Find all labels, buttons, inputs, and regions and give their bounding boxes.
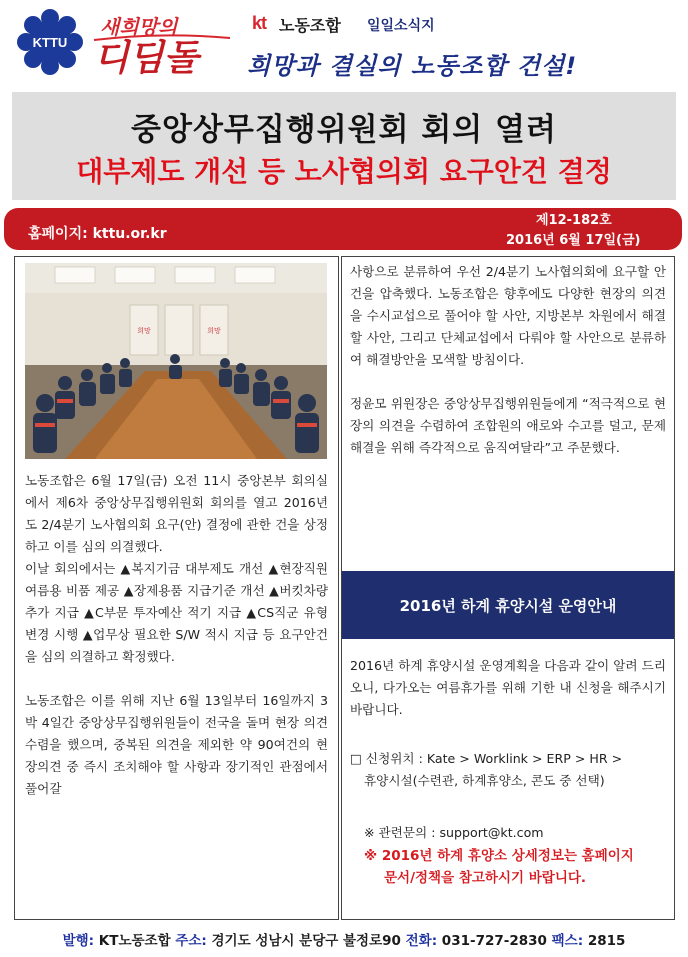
publisher: KT노동조합 — [98, 933, 171, 949]
article-paragraph: 이날 회의에서는 ▲복지기금 대부제도 개선 ▲현장직원 여름용 비품 제공 ▲장제용품 지급기준 개선 ▲버킷차량 추가 지급 ▲C부문 투자예산 적기 지급 ▲CS직군 유형변경 시행 ▲업무상 필요한 S/W 적시 지급 등 요구안건을 심의 의결하고 확정했다. — [25, 561, 328, 664]
article-body-left — [25, 470, 328, 800]
article-paragraph: 노동조합은 6월 17일(금) 오전 11시 중앙본부 회의실에서 제6차 중앙상무집행위원회 회의를 열고 2016년도 2/4분기 노사협의회 요구(안) 결정에 관한 건을 상정하고 이를 심의 의결했다. — [25, 473, 328, 554]
article-paragraph: 사항으로 분류하여 우선 2/4분기 노사협의회에 요구할 안건을 압축했다. 노동조합은 향후에도 다양한 현장의 의견을 수시교섭으로 풀어야 할 사안, 지방본부 차원에서 해결할 사안, 그리고 단체교섭에서 다뤄야 할 사안으로 분류하여 해결방안을 모색할 방침이다. — [350, 264, 666, 367]
apply-options: 휴양시설(수련관, 하계휴양소, 콘도 중 선택) — [364, 773, 605, 788]
union-name: 노동조합 — [279, 16, 341, 35]
headline: 중앙상무집행위원회 회의 열려 — [131, 112, 557, 148]
headline-box — [12, 92, 676, 200]
article-body-right — [350, 261, 666, 459]
meeting-photo — [25, 263, 327, 459]
paper-name: 일일소식지 — [367, 18, 435, 34]
address: 경기도 성남시 분당구 불정로90 — [211, 933, 401, 949]
address-label: 주소: — [175, 933, 207, 949]
slogan-logo — [90, 6, 240, 78]
homepage-link[interactable]: 홈페이지: kttu.or.kr — [28, 226, 167, 242]
subheadline: 대부제도 개선 등 노사협의회 요구안건 결정 — [76, 155, 612, 188]
apply-path: □ 신청위치 : Kate > Worklink > ERP > HR > — [350, 751, 623, 766]
contact-info: ※ 관련문의 : support@kt.com — [364, 825, 544, 840]
notice-banner — [342, 571, 674, 639]
publisher-label: 발행: — [62, 933, 95, 949]
right-column — [341, 256, 675, 920]
fax: 2815 — [587, 933, 626, 949]
notice-title: 2016년 하계 휴양시설 운영안내 — [399, 597, 617, 615]
masthead — [0, 0, 688, 92]
highlight-line: 문서/정책을 참고하시기 바랍니다. — [384, 870, 587, 886]
kt-brand-mark: kt — [252, 13, 267, 33]
notice-highlight — [364, 845, 664, 889]
apply-location — [350, 748, 666, 792]
issue-number: 제12-182호 — [536, 213, 612, 228]
highlight-line: ※ 2016년 하계 휴양소 상세정보는 홈페이지 — [364, 848, 634, 864]
motto: 희망과 결실의 노동조합 건설! — [247, 52, 578, 80]
issue-date: 2016년 6월 17일(금) — [506, 233, 641, 248]
notice-paragraph: 2016년 하계 휴양시설 운영계획을 다음과 같이 알려 드리오니, 다가오는 여름휴가를 위해 기한 내 신청을 해주시기 바랍니다. — [350, 658, 666, 717]
svg-text:KTTU: KTTU — [32, 35, 68, 50]
article-paragraph: 정윤모 위원장은 중앙상무집행위원들에게 “적극적으로 현장의 의견을 수렴하여 조합원의 애로와 수고를 덜고, 문제해결을 위해 즉각적으로 움직여달라”고 주문했다. — [350, 396, 666, 455]
fax-label: 팩스: — [551, 933, 584, 949]
footer — [0, 929, 688, 949]
phone: 031-727-2830 — [441, 933, 547, 949]
notice-body — [350, 655, 666, 721]
svg-text:새희망의: 새희망의 — [100, 15, 178, 39]
kttu-logo-icon — [14, 6, 86, 78]
svg-text:디딤돌: 디딤돌 — [94, 37, 199, 78]
svg-text:희망: 희망 — [137, 327, 151, 335]
svg-text:희망: 희망 — [207, 327, 221, 335]
article-paragraph: 노동조합은 이를 위해 지난 6월 13일부터 16일까지 3박 4일간 중앙상무집행위원들이 전국을 돌며 현장 의견수렴을 했으며, 중복된 의견을 제외한 약 90여건의 현장의견 중 즉시 조치해야 할 사항과 장기적인 관점에서 풀어갈 — [25, 693, 328, 796]
phone-label: 전화: — [405, 933, 438, 949]
left-column — [14, 256, 339, 920]
